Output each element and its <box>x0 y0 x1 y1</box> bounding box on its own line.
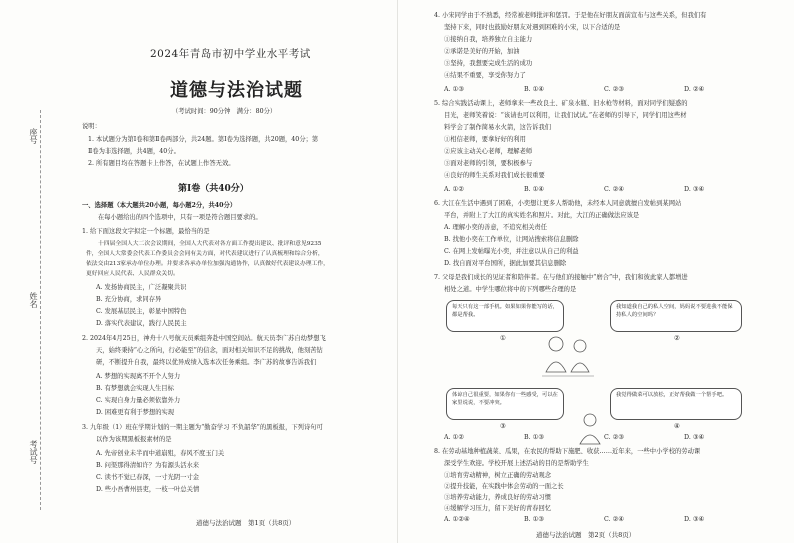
q2-option-a: A. 梦想的实现离不开个人努力 <box>96 373 181 380</box>
q3-option-b: B. 问渠那得清如许？为有源头活水来 <box>96 462 200 469</box>
page-1-footer: 道德与法治试题 第1页（共8页） <box>196 519 296 527</box>
exam-page-2 <box>397 0 794 543</box>
note-line: 2. 所有题目均在答题卡上作答，在试题上作答无效。 <box>88 160 235 167</box>
q7-option-b: B. ①③ <box>524 434 544 441</box>
q2-option-d: D. 困难更有利于梦想的实现 <box>96 409 175 416</box>
q3-option-c: C. 读书不觉已春深，一寸光阴一寸金 <box>96 474 200 481</box>
exam-id-label: 考试号 <box>29 440 38 464</box>
q8-item: ②提升技能，在实践中体会劳动的一面之长 <box>444 483 564 490</box>
question-1: 1. 给下面这段文字拟定一个标题，最恰当的是 <box>82 228 210 235</box>
q8-item: ③培养劳动能力，养成良好的劳动习惯 <box>444 494 552 501</box>
question-2-line: 天，始终秉持“心之所向，行必能至”的信念，面对相关知识不足的挑战，他刻苦钻 <box>96 347 323 354</box>
q8-option-b: B. ①③ <box>524 516 544 523</box>
q3-option-a: A. 先帝创业未半而中道崩殂，春风不度玉门关 <box>96 450 225 457</box>
q3-option-d: D. 些小吾曹州县吏，一枝一叶总关情 <box>96 486 200 493</box>
q8-option-c: C. ②④ <box>604 516 624 523</box>
q6-option-b: B. 找他小奕在工作单位，让网站搜索将信息删除 <box>444 236 579 243</box>
name-label: 姓名 <box>29 292 38 308</box>
q5-option-b: B. ①④ <box>524 186 544 193</box>
question-7-line: 相处之道。中学生哪位将中的下列哪些合理的是 <box>444 286 577 293</box>
q1-passage-line: 件，全国人大常委会代表工作委员会会同有关方面，对代表建议进行了认真梳理和综合分析， <box>86 251 324 257</box>
question-6-line: 平台，并附上了大江的真实姓名和照片。对此，大江的正确做法应该是 <box>444 212 640 219</box>
q5-item: ①相信老师，要拿好好的利用 <box>444 136 526 143</box>
q1-option-d: D. 落实代表建议，践行人民民主 <box>96 320 187 327</box>
q1-option-a: A. 发扬协商民主，广泛凝聚共识 <box>96 284 187 291</box>
figure-number-2: ② <box>674 334 680 342</box>
q8-option-d: D. ③④ <box>684 516 705 523</box>
question-4-line: 坚持下来，同时也鼓励好朋友对遇到困难的小宋，以下合适的是 <box>444 24 621 31</box>
q4-item: ③坚持，我想要完成生活的成功 <box>444 60 533 67</box>
question-5-line: 目光，老师笑着说：“该请也可以利用，让我们试试。”在老师的引导下，同学们用这些材 <box>444 112 687 119</box>
speech-bubble-2: 我知道我自己的私人空间，妈妈说不要进我不能保持私人的空间吗？ <box>610 300 742 332</box>
q8-item: ④缓解学习压力，留下美好的青春回忆 <box>444 505 552 512</box>
speech-bubble-4: 我觉得做菜可以放松，正好帮我做一个帮手吧。 <box>610 388 742 420</box>
question-8-line: 8. 在劳动基地种植蔬菜、瓜果，在农民的帮助下施肥、收获……近年来，一些中小学校的劳动课 <box>434 448 701 455</box>
section-1-heading: 第Ⅰ卷（共40分） <box>178 184 249 194</box>
figure-number-1: ① <box>500 334 506 342</box>
family-figure-illustration <box>538 332 598 388</box>
q1-passage-line: 十四届全国人大二次会议期间，全国人大代表对各方面工作提出建议、批评和意见9235 <box>98 241 322 247</box>
q4-item: ④结果不重要，享受你努力了 <box>444 72 526 79</box>
question-5-line: 料学会了制作简易水火箭，这告诉我们 <box>444 124 552 131</box>
q1-option-c: C. 发展基层民主，彰显中国特色 <box>96 308 187 315</box>
q4-option-c: C. ②③ <box>604 86 624 93</box>
question-4-line: 4. 小宋同学由于不熟悉，经常被老师批评和惩罚。于是他在好朋友面前宣布与这些关系，但我们有 <box>434 12 707 19</box>
q1-passage-line: 更好回应人民代表、人民群众关切。 <box>86 271 179 277</box>
binding-line <box>40 110 41 510</box>
q1-option-b: B. 充分协商，求同存异 <box>96 296 162 303</box>
q6-option-d: D. 找自面对平台国所，据此加要其信息删除 <box>444 260 567 267</box>
q5-option-a: A. ①② <box>444 186 464 193</box>
q5-item: ③面对老师的引领，要积极参与 <box>444 160 533 167</box>
time-info: （考试时间：90分钟 满分：80分） <box>172 108 277 115</box>
exam-title: 2024年青岛市初中学业水平考试 <box>150 48 311 60</box>
question-2-line: 2. 2024年4月25日，神舟十八号航天员乘组奔赴中国空间站。航天员李广苏自幼梦想飞 <box>82 335 326 342</box>
question-7-line: 7. 父母是我们成长的见证者和陪伴者。在与他们的接触中“磨合”中，我们和彼此家人都增进 <box>434 274 688 281</box>
q5-item: ②应该主动关心老师，理解老师 <box>444 148 533 155</box>
q7-option-d: D. ③④ <box>684 434 705 441</box>
q4-item: ②承诺是美好的开始，加油 <box>444 48 520 55</box>
q2-option-b: B. 有梦想就会实现人生目标 <box>96 385 174 392</box>
speech-bubble-1: 每天只有这一部手机。如果如果你能写的话，都是帮我。 <box>446 300 564 332</box>
part-1-heading: 一、选择题（本大题共20小题，每小题2分，共40分） <box>82 202 237 209</box>
child-figure-illustration <box>568 410 612 450</box>
q5-item: ④良好的师生关系对我们成长很重要 <box>444 172 545 179</box>
seat-label: 座号 <box>29 128 38 144</box>
q6-option-c: C. 在网上发帖曝光小奕，并注意以从自己的利益 <box>444 248 579 255</box>
figure-number-3: ③ <box>500 422 506 430</box>
notes-title: 说明： <box>82 123 101 130</box>
q7-option-c: C. ②③ <box>604 434 624 441</box>
q8-option-a: A. ①②④ <box>444 516 470 523</box>
q5-option-c: C. ②④ <box>604 186 624 193</box>
q4-option-b: B. ①④ <box>524 86 544 93</box>
q5-option-d: D. ③④ <box>684 186 705 193</box>
subject-title: 道德与法治试题 <box>170 80 303 101</box>
q6-option-a: A. 理解小奕的善意，不追究相关责任 <box>444 224 548 231</box>
q4-item: ①接纳自我，培养独立自主能力 <box>444 36 533 43</box>
speech-bubble-3: 体谅自己很重要，如果你有一些感受，可以在家里说说，不要冲突。 <box>446 388 564 420</box>
page-2-footer: 道德与法治试题 第2页（共8页） <box>536 531 636 539</box>
q7-option-a: A. ①② <box>444 434 464 441</box>
q2-option-c: C. 实现自身力量必须依靠外力 <box>96 397 181 404</box>
note-line: 1. 本试题分为第Ⅰ卷和第Ⅱ卷两部分，共24题。第Ⅰ卷为选择题，共20题，40分；第 <box>88 136 319 143</box>
question-8-line: 深受学生欢迎。学校开展上述活动的目的是帮助学生 <box>444 460 589 467</box>
question-3-line: 以作为该期黑板报素材的是 <box>96 436 172 443</box>
q4-option-d: D. ②④ <box>684 86 705 93</box>
part-1-note: 在每小题给出的四个选项中，只有一项是符合题目要求的。 <box>98 214 262 221</box>
q4-option-a: A. ①③ <box>444 86 464 93</box>
q1-passage-line: 依法交由213家承办单位办理。并要求各承办单位加强沟通协作，认真做好代表建议办理工作， <box>86 261 329 267</box>
question-2-line: 研，不断提升自我，最终以优异成绩入选本次任务乘组。李广苏的故事告诉我们 <box>96 359 317 366</box>
question-5-line: 5. 综合实践活动课上，老师拿来一些改良土、矿泉水瓶、旧水枪等材料，面对同学们疑惑的 <box>434 100 688 107</box>
figure-number-4: ④ <box>674 422 680 430</box>
question-6-line: 6. 大江在生活中遇到了困难，小奕想让更多人帮助他，未经本人同意就擅自发帖到某网站 <box>434 200 682 207</box>
note-line: Ⅱ卷为非选择题，共4题，40分。 <box>88 148 180 155</box>
question-3-line: 3. 九年级（1）班在学期计划的一期主题为“勤奋学习 不负韶华”的黑板报，下列诗句可 <box>82 424 323 431</box>
q8-item: ①培育劳动精神，树立正确的劳动观念 <box>444 472 552 479</box>
